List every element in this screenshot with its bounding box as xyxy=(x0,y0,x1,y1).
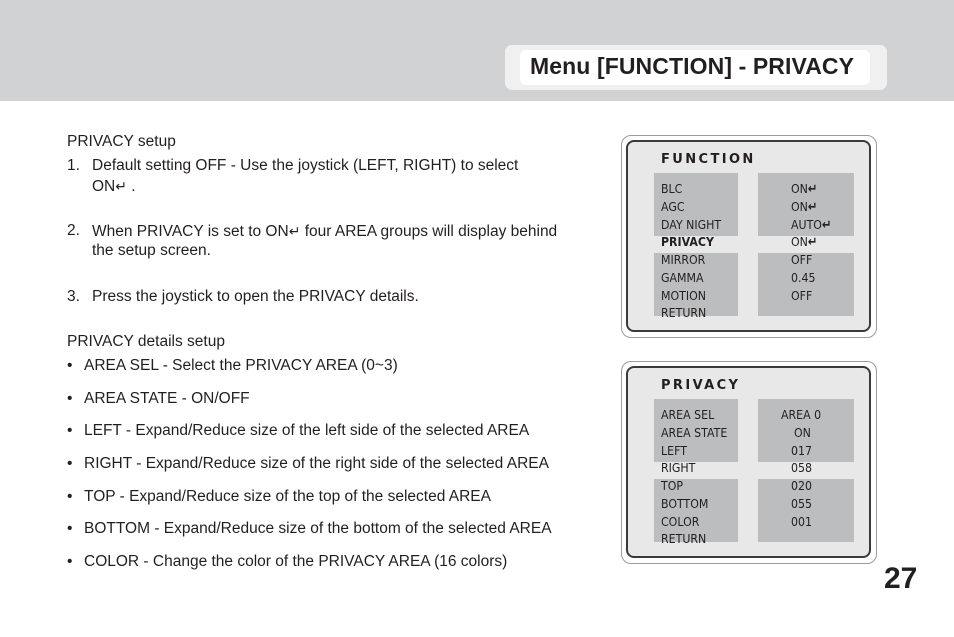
step-1-number: 1. xyxy=(67,157,80,174)
value-text: AUTO xyxy=(791,217,822,232)
function-item-gamma: GAMMA xyxy=(661,270,704,285)
privacy-item-left: LEFT xyxy=(661,443,687,458)
return-icon: ↵ xyxy=(115,178,127,194)
privacy-value-area-sel: AREA 0 xyxy=(781,407,822,422)
step-1-suffix: . xyxy=(126,178,136,195)
function-value-blc xyxy=(791,180,817,199)
step-1-on-text: ON xyxy=(92,178,116,195)
bullet-icon: • xyxy=(67,488,73,505)
privacy-item-return: RETURN xyxy=(661,531,707,546)
enter-icon: ↵ xyxy=(807,182,818,197)
step-2-suffix: four AREA groups will display behind xyxy=(300,223,558,240)
bullet-icon: • xyxy=(67,455,73,472)
function-item-blc: BLC xyxy=(661,181,683,196)
detail-item: TOP - Expand/Reduce size of the top of the selected AREA xyxy=(84,488,491,505)
detail-item: RIGHT - Expand/Reduce size of the right side of the selected AREA xyxy=(84,455,549,472)
enter-icon: ↵ xyxy=(807,235,818,250)
step-2-prefix: When PRIVACY is set to ON xyxy=(92,223,289,240)
bullet-icon: • xyxy=(67,422,73,439)
privacy-menu-panel xyxy=(626,366,871,558)
function-item-motion: MOTION xyxy=(661,288,707,303)
function-menu-panel xyxy=(626,140,871,332)
function-item-day-night: DAY NIGHT xyxy=(661,217,722,232)
function-menu-screen xyxy=(621,135,877,338)
bullet-icon: • xyxy=(67,357,73,374)
privacy-menu-title: PRIVACY xyxy=(661,378,741,393)
privacy-item-right: RIGHT xyxy=(661,460,696,475)
enter-icon: ↵ xyxy=(821,218,832,233)
privacy-item-color: COLOR xyxy=(661,514,700,529)
function-value-privacy xyxy=(791,233,817,252)
step-1-line-2 xyxy=(92,176,136,197)
bullet-icon: • xyxy=(67,520,73,537)
bullet-icon: • xyxy=(67,553,73,570)
detail-item: BOTTOM - Expand/Reduce size of the bottom of the selected AREA xyxy=(84,520,552,537)
step-2-line-2: the setup screen. xyxy=(92,242,211,259)
privacy-item-top: TOP xyxy=(661,478,684,493)
function-value-agc xyxy=(791,198,817,217)
step-2-line-1 xyxy=(92,221,557,242)
privacy-value-left: 017 xyxy=(791,443,812,458)
detail-item: LEFT - Expand/Reduce size of the left side of the selected AREA xyxy=(84,422,530,439)
function-item-privacy: PRIVACY xyxy=(661,234,714,249)
bullet-icon: • xyxy=(67,390,73,407)
value-text: ON xyxy=(791,181,808,196)
privacy-value-bottom: 055 xyxy=(791,496,812,511)
return-icon: ↵ xyxy=(288,223,301,239)
privacy-menu-screen xyxy=(621,361,877,564)
page-number: 27 xyxy=(884,562,918,595)
step-2-number: 2. xyxy=(67,222,80,239)
step-3-number: 3. xyxy=(67,288,80,305)
function-value-gamma: 0.45 xyxy=(791,270,816,285)
privacy-value-area-state: ON xyxy=(794,425,811,440)
step-1-line-1: Default setting OFF - Use the joystick (LEFT, RIGHT) to select xyxy=(92,157,519,174)
detail-item: AREA SEL - Select the PRIVACY AREA (0~3) xyxy=(84,357,398,374)
page-title: Menu [FUNCTION] - PRIVACY xyxy=(530,53,855,79)
function-value-mirror: OFF xyxy=(791,252,813,267)
privacy-value-right: 058 xyxy=(791,460,812,475)
privacy-details-heading: PRIVACY details setup xyxy=(67,333,225,350)
function-item-mirror: MIRROR xyxy=(661,252,706,267)
detail-item: AREA STATE - ON/OFF xyxy=(84,390,250,407)
privacy-value-top: 020 xyxy=(791,478,812,493)
enter-icon: ↵ xyxy=(807,200,818,215)
privacy-item-area-sel: AREA SEL xyxy=(661,407,715,422)
function-item-agc: AGC xyxy=(661,199,685,214)
detail-item: COLOR - Change the color of the PRIVACY AREA (16 colors) xyxy=(84,553,508,570)
value-text: ON xyxy=(791,199,808,214)
function-menu-title: FUNCTION xyxy=(661,152,756,167)
privacy-setup-heading: PRIVACY setup xyxy=(67,133,176,150)
privacy-item-bottom: BOTTOM xyxy=(661,496,709,511)
function-item-return: RETURN xyxy=(661,305,707,320)
privacy-item-area-state: AREA STATE xyxy=(661,425,728,440)
function-value-motion: OFF xyxy=(791,288,813,303)
privacy-value-color: 001 xyxy=(791,514,812,529)
step-3-line-1: Press the joystick to open the PRIVACY details. xyxy=(92,288,419,305)
value-text: ON xyxy=(791,234,808,249)
